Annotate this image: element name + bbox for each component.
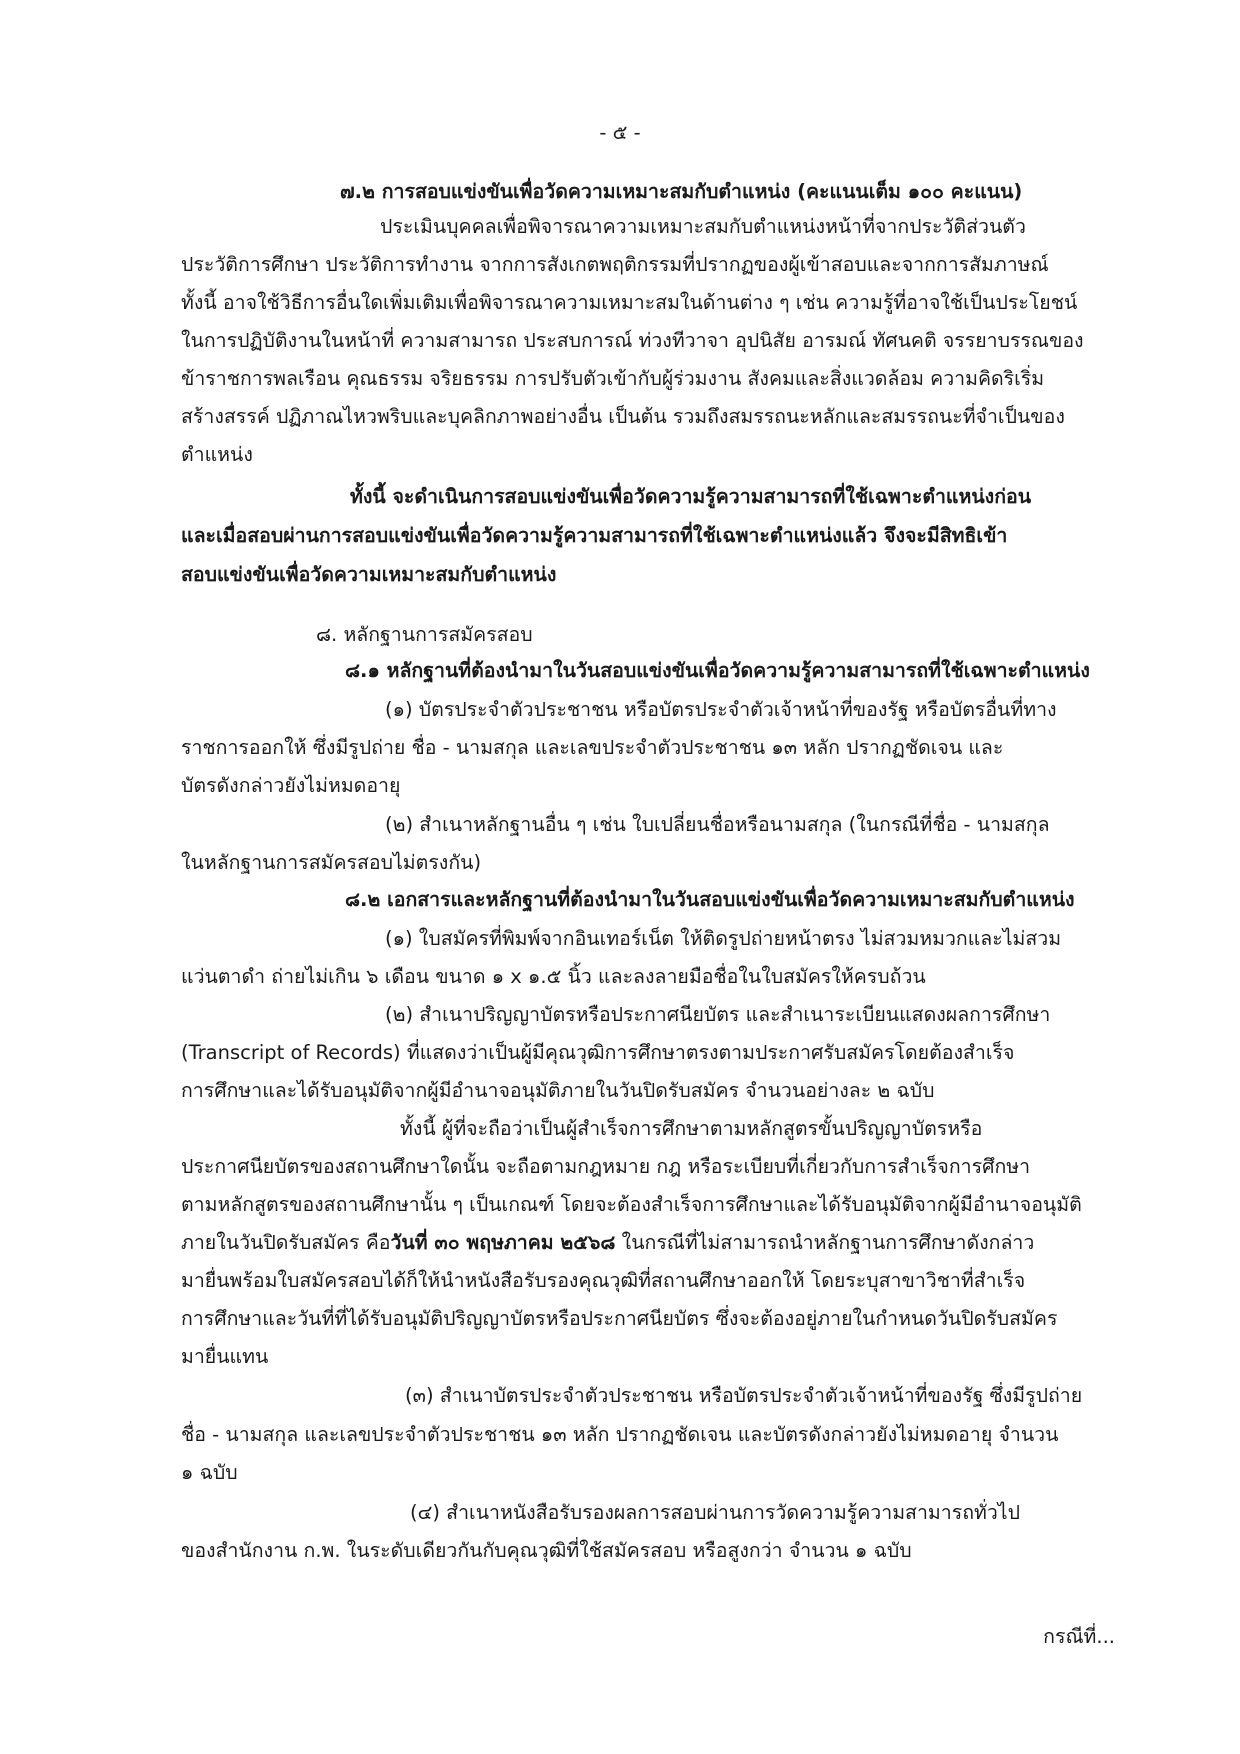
list-item-line: มายื่นแทน bbox=[181, 1345, 269, 1368]
list-item-line: (๑) บัตรประจำตัวประชาชน หรือบัตรประจำตัวเจ้าหน้าที่ของรัฐ หรือบัตรอื่นที่ทาง bbox=[385, 698, 1057, 721]
paragraph-line: ในการปฏิบัติงานในหน้าที่ ความสามารถ ประสบการณ์ ท่วงทีวาจา อุปนิสัย อารมณ์ ทัศนคติ จรรยาบรรณของ bbox=[181, 329, 1084, 352]
bold-note-line: สอบแข่งขันเพื่อวัดความเหมาะสมกับตำแหน่ง bbox=[181, 563, 557, 586]
closing-date-prefix: ภายในวันปิดรับสมัคร คือ bbox=[181, 1231, 391, 1254]
page-number: - ๕ - bbox=[599, 121, 641, 144]
list-item-line: ๑ ฉบับ bbox=[181, 1461, 238, 1484]
list-item-line: (Transcript of Records) ที่แสดงว่าเป็นผู้มีคุณวุฒิการศึกษาตรงตามประกาศรับสมัครโดยต้องสำเร็จ bbox=[181, 1041, 1015, 1064]
list-item-line: การศึกษาและวันที่ที่ได้รับอนุมัติปริญญาบัตรหรือประกาศนียบัตร ซึ่งจะต้องอยู่ภายในกำหนดวันปิดรับสมัคร bbox=[181, 1307, 1058, 1330]
closing-date-suffix: ในกรณีที่ไม่สามารถนำหลักฐานการศึกษาดังกล่าว bbox=[615, 1231, 1035, 1254]
list-item-line: ราชการออกให้ ซึ่งมีรูปถ่าย ชื่อ - นามสกุล และเลขประจำตัวประชาชน ๑๓ หลัก ปรากฏชัดเจน และ bbox=[181, 736, 1004, 759]
paragraph-line: สร้างสรรค์ ปฏิภาณไหวพริบและบุคลิกภาพอย่างอื่น เป็นต้น รวมถึงสมรรถนะหลักและสมรรถนะที่จำเป็นของ bbox=[181, 405, 1065, 428]
bold-note-line: ทั้งนี้ จะดำเนินการสอบแข่งขันเพื่อวัดความรู้ความสามารถที่ใช้เฉพาะตำแหน่งก่อน bbox=[350, 485, 1032, 508]
paragraph-line: ประวัติการศึกษา ประวัติการทำงาน จากการสังเกตพฤติกรรมที่ปรากฏของผู้เข้าสอบและจากการสัมภาษณ์ bbox=[181, 253, 1049, 276]
section-8-2-heading: ๘.๒ เอกสารและหลักฐานที่ต้องนำมาในวันสอบแข่งขันเพื่อวัดความเหมาะสมกับตำแหน่ง bbox=[345, 888, 1075, 911]
list-item-line: (๔) สำเนาหนังสือรับรองผลการสอบผ่านการวัดความรู้ความสามารถทั่วไป bbox=[410, 1501, 1020, 1524]
list-item-line: (๒) สำเนาปริญญาบัตรหรือประกาศนียบัตร และสำเนาระเบียนแสดงผลการศึกษา bbox=[385, 1003, 1051, 1026]
section-8-heading: ๘. หลักฐานการสมัครสอบ bbox=[316, 623, 533, 646]
list-item-line: การศึกษาและได้รับอนุมัติจากผู้มีอำนาจอนุมัติภายในวันปิดรับสมัคร จำนวนอย่างละ ๒ ฉบับ bbox=[181, 1079, 935, 1102]
paragraph-line: ตำแหน่ง bbox=[181, 443, 253, 466]
list-item-line: (๓) สำเนาบัตรประจำตัวประชาชน หรือบัตรประจำตัวเจ้าหน้าที่ของรัฐ ซึ่งมีรูปถ่าย bbox=[405, 1384, 1083, 1407]
list-item-line: บัตรดังกล่าวยังไม่หมดอายุ bbox=[181, 774, 401, 797]
closing-date: วันที่ ๓๐ พฤษภาคม ๒๕๖๘ bbox=[390, 1231, 616, 1254]
list-item-line: ในหลักฐานการสมัครสอบไม่ตรงกัน) bbox=[181, 851, 482, 874]
section-7-2-heading: ๗.๒ การสอบแข่งขันเพื่อวัดความเหมาะสมกับตำแหน่ง (คะแนนเต็ม ๑๐๐ คะแนน) bbox=[340, 180, 1023, 203]
list-item-line: ทั้งนี้ ผู้ที่จะถือว่าเป็นผู้สำเร็จการศึกษาตามหลักสูตรขั้นปริญญาบัตรหรือ bbox=[400, 1117, 983, 1140]
list-item-line: ตามหลักสูตรของสถานศึกษานั้น ๆ เป็นเกณฑ์ โดยจะต้องสำเร็จการศึกษาและได้รับอนุมัติจากผู้มีอำนาจอนุมัติ bbox=[181, 1193, 1082, 1216]
list-item-line: แว่นตาดำ ถ่ายไม่เกิน ๖ เดือน ขนาด ๑ x ๑.๕ นิ้ว และลงลายมือชื่อในใบสมัครให้ครบถ้วน bbox=[181, 965, 926, 988]
bold-note-line: และเมื่อสอบผ่านการสอบแข่งขันเพื่อวัดความรู้ความสามารถที่ใช้เฉพาะตำแหน่งแล้ว จึงจะมีสิทธิเข้า bbox=[181, 524, 1008, 547]
list-item-line: มายื่นพร้อมใบสมัครสอบได้ก็ให้นำหนังสือรับรองคุณวุฒิที่สถานศึกษาออกให้ โดยระบุสาขาวิชาที่สำเร็จ bbox=[181, 1269, 1026, 1292]
list-item-line: ของสำนักงาน ก.พ. ในระดับเดียวกันกับคุณวุฒิที่ใช้สมัครสอบ หรือสูงกว่า จำนวน ๑ ฉบับ bbox=[181, 1539, 912, 1562]
closing-date-line bbox=[181, 1228, 1034, 1258]
section-8-1-heading: ๘.๑ หลักฐานที่ต้องนำมาในวันสอบแข่งขันเพื่อวัดความรู้ความสามารถที่ใช้เฉพาะตำแหน่ง bbox=[345, 659, 1090, 682]
list-item-line: ประกาศนียบัตรของสถานศึกษาใดนั้น จะถือตามกฎหมาย กฎ หรือระเบียบที่เกี่ยวกับการสำเร็จการศึกษา bbox=[181, 1155, 1031, 1178]
list-item-line: ชื่อ - นามสกุล และเลขประจำตัวประชาชน ๑๓ หลัก ปรากฏชัดเจน และบัตรดังกล่าวยังไม่หมดอายุ จำนวน bbox=[181, 1423, 1059, 1446]
list-item-line: (๑) ใบสมัครที่พิมพ์จากอินเทอร์เน็ต ให้ติดรูปถ่ายหน้าตรง ไม่สวมหมวกและไม่สวม bbox=[385, 927, 1062, 950]
continuation-text: กรณีที่... bbox=[1043, 1625, 1115, 1648]
list-item-line: (๒) สำเนาหลักฐานอื่น ๆ เช่น ใบเปลี่ยนชื่อหรือนามสกุล (ในกรณีที่ชื่อ - นามสกุล bbox=[385, 813, 1050, 836]
paragraph-line: ประเมินบุคคลเพื่อพิจารณาความเหมาะสมกับตำแหน่งหน้าที่จากประวัติส่วนตัว bbox=[380, 215, 1026, 238]
paragraph-line: ทั้งนี้ อาจใช้วิธีการอื่นใดเพิ่มเติมเพื่อพิจารณาความเหมาะสมในด้านต่าง ๆ เช่น ความรู้ที่อาจใช้เป็นประโยชน์ bbox=[181, 291, 1078, 314]
paragraph-line: ข้าราชการพลเรือน คุณธรรม จริยธรรม การปรับตัวเข้ากับผู้ร่วมงาน สังคมและสิ่งแวดล้อม ความคิดริเริ่ม bbox=[181, 367, 1045, 390]
